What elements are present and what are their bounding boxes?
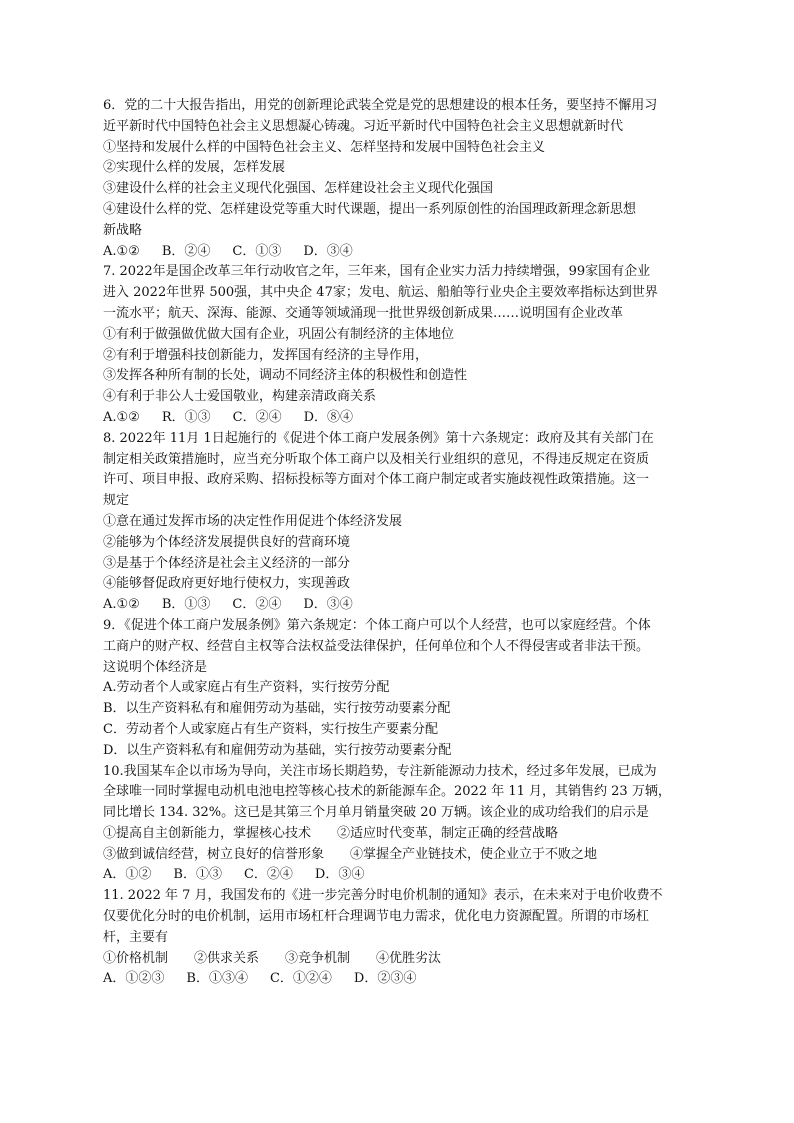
answer-b: B．②④ [161,243,211,259]
question-stem-line: 许可、项目申报、政府采购、招标投标等方面对个体工商户制定或者实施歧视性政策措施。这一 [103,472,650,488]
question-stem-line: 规定 [103,493,130,509]
answer-d: D．⑧④ [303,409,354,425]
option-2: ②实现什么样的发展，怎样发展 [103,160,286,176]
answer-b: B．①③④ [186,971,248,987]
question-stem-line: 仅要优化分时的电价机制，运用市场杠杆合理调节电力需求，优化电力资源配置。所谓的市场杠 [103,909,650,925]
answer-choices [103,595,703,616]
answer-d: D．③④ [303,243,353,259]
question-stem-line: 9．《促进个体工商户发展条例》第六条规定：个体工商户可以个人经营，也可以家庭经营。个体 [103,617,651,633]
option-3: ③发挥各种所有制的长处，调动不同经济主体的积极性和创造性 [103,368,468,384]
option-1: ①意在通过发挥市场的决定性作用促进个体经济发展 [103,513,403,529]
answer-c: C．②④ [243,867,293,883]
question-stem-line: 全球唯一同时掌握电动机电池电控等核心技术的新能源车企。2022 年 11 月，其销售约 23 万辆， [103,784,671,800]
answer-c: C．②④ [232,597,282,613]
answer-choices [103,242,703,263]
answer-a: A．①②③ [103,971,165,987]
option-a: A.劳动者个人或家庭占有生产资料，实行按劳分配 [103,680,390,696]
question-stem-line: 一流水平；航天、深海、能源、交通等领域涌现一批世界级创新成果……说明国有企业改革 [103,305,624,321]
question-stem-line: 制定相关政策措施时，应当充分听取个体工商户以及相关行业组织的意见，不得违反规定在资质 [103,451,650,467]
option-4: ④建设什么样的党、怎样建设党等重大时代课题，提出一系列原创性的治国理政新理念新思想 [103,201,637,217]
option-row-1: ①提高自主创新能力，掌握核心技术 ②适应时代变革，制定正确的经营战略 [103,825,559,841]
answer-a: A.①② [103,243,140,259]
exam-page [103,96,703,990]
question-stem-line: 进入 2022年世界 500强，其中央企 47家；发电、航运、船舶等行业央企主要效率指标达到世界 [103,285,658,301]
option-c: C．劳动者个人或家庭占有生产资料，实行按生产要素分配 [103,721,438,737]
question-stem-line: 工商户的财产权、经营自主权等合法权益受法律保护，任何单位和个人不得侵害或者非法干预。 [103,638,650,654]
answer-choices [103,408,703,429]
option-1: ①坚持和发展什么样的中国特色社会主义、怎样坚持和发展中国特色社会主义 [103,139,546,155]
question-stem-line: 7. 2022年是国企改革三年行动收官之年，三年来，国有企业实力活力持续增强，99家国有企业 [103,264,651,280]
option-row: ①价格机制 ②供求关系 ③竞争机制 ④优胜劣汰 [103,950,442,966]
answer-c: C．①③ [232,243,282,259]
option-row-2: ③做到诚信经营，树立良好的信誉形象 ④掌握全产业链技术，使企业立于不败之地 [103,846,598,862]
option-2: ②能够为个体经济发展提供良好的营商环境 [103,534,351,550]
question-8 [103,429,703,616]
question-stem-line: 杆，主要有 [103,929,169,945]
option-4-continued: 新战略 [103,222,143,238]
answer-c: C．②④ [232,409,282,425]
answer-c: C．①②④ [269,971,332,987]
question-stem-line: 6．党的二十大报告指出，用党的创新理论武装全党是党的思想建设的根本任务，要坚持不懈用习 [103,98,658,113]
question-9 [103,616,703,762]
question-10 [103,762,703,887]
question-7 [103,262,703,428]
option-4: ④有利于非公人士爱国敬业，构建亲清政商关系 [103,389,377,405]
answer-choices [103,865,703,886]
answer-a: A.①② [103,597,140,613]
option-3: ③建设什么样的社会主义现代化强国、怎样建设社会主义现代化强国 [103,181,494,197]
question-stem-line: 8. 2022年 11月 1日起施行的《促进个体工商户发展条例》第十六条规定：政府及其有关部门在 [103,430,654,446]
answer-d: D．③④ [303,597,353,613]
option-4: ④能够督促政府更好地行使权力，实现善政 [103,576,351,592]
option-b: B．以生产资料私有和雇佣劳动为基础，实行按劳动要素分配 [103,701,451,717]
answer-choices [103,969,703,990]
answer-b: B．①③ [173,867,222,883]
answer-b: R．①③ [161,409,211,425]
option-2: ②有利于增强科技创新能力，发挥国有经济的主导作用， [103,347,429,363]
answer-d: D．③④ [314,867,365,883]
question-stem-line: 近平新时代中国特色社会主义思想凝心铸魂。习近平新时代中国特色社会主义思想就新时代 [103,118,624,134]
question-6 [103,96,703,262]
option-d: D．以生产资料私有和雇佣劳动为基础，实行按劳动要素分配 [103,742,452,758]
answer-d: D．②③④ [353,971,417,987]
option-3: ③是基于个体经济是社会主义经济的一部分 [103,555,351,571]
answer-b: B．①③ [161,597,211,613]
question-stem-line: 10.我国某车企以市场为导向，关注市场长期趋势，专注新能源动力技术，经过多年发展，已成为 [103,763,657,779]
answer-a: A．①② [103,867,152,883]
question-stem-line: 同比增长 134. 32%。这已是其第三个月单月销量突破 20 万辆。该企业的成功给我们的启示是 [103,805,649,821]
question-stem-line: 11. 2022 年 7 月，我国发布的《进一步完善分时电价机制的通知》表示，在未来对于电价收费不 [103,888,663,904]
question-stem-line: 这说明个体经济是 [103,659,208,675]
option-1: ①有利于做强做优做大国有企业，巩固公有制经济的主体地位 [103,326,455,342]
question-11 [103,886,703,990]
answer-a: A.①② [103,409,140,425]
